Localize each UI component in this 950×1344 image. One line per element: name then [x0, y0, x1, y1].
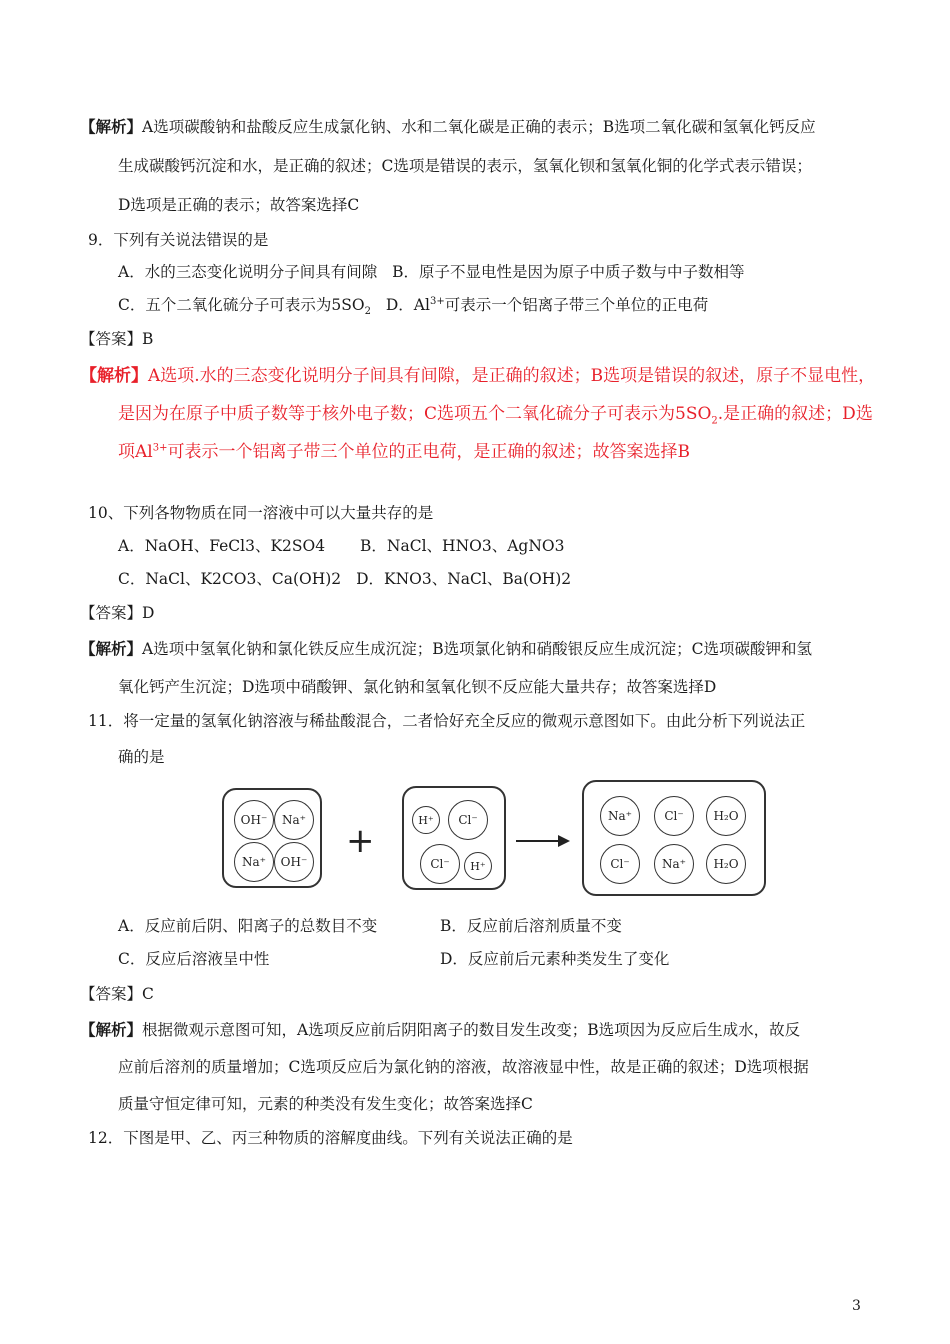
q8-analysis-line-1: 【解析】A选项碳酸钠和盐酸反应生成氯化钠、水和二氧化碳是正确的表示；B选项二氧化碳和氢氧化钙反应 [80, 117, 816, 136]
q8-analysis-line-3: D选项是正确的表示；故答案选择C [118, 196, 360, 214]
ion-na: Na⁺ [274, 800, 314, 840]
product-box [582, 780, 766, 896]
q9-analysis-line-2: 是因为在原子中质子数等于核外电子数；C选项五个二氧化硫分子可表示为$5SO_2$.是正确的叙述；D选 [118, 404, 873, 427]
plus-sign: + [346, 821, 375, 861]
reactant-box-hcl [402, 786, 506, 890]
ion-cl: Cl⁻ [448, 800, 488, 840]
q9-answer: 【答案】B [80, 330, 154, 348]
q9-option-b: B．原子不显电性是因为原子中质子数与中子数相等 [392, 263, 745, 281]
q10-options-ab [118, 535, 564, 557]
q11-answer: 【答案】C [80, 985, 154, 1003]
ion-oh: OH⁻ [234, 800, 274, 840]
molecule-water: H₂O [706, 844, 746, 884]
q9-options-ab [118, 261, 745, 283]
q10-options-cd [118, 568, 571, 590]
ion-oh: OH⁻ [274, 842, 314, 882]
q11-analysis-line-2: 应前后溶剂的质量增加；C选项反应后为氯化钠的溶液，故溶液显中性，故是正确的叙述；D选项根据 [118, 1058, 809, 1076]
q11-analysis-line-1: 【解析】根据微观示意图可知，A选项反应前后阴阳离子的数目发生改变；B选项因为反应后生成水，故反 [80, 1020, 801, 1039]
arrow-head [558, 835, 570, 847]
q10-analysis-line-1: 【解析】A选项中氢氧化钠和氯化铁反应生成沉淀；B选项氯化钠和硝酸银反应生成沉淀；C选项碳酸钾和氢 [80, 639, 812, 658]
q11-stem-line-2: 确的是 [118, 748, 165, 766]
reactant-box-naoh [222, 788, 322, 888]
q11-analysis-line-3: 质量守恒定律可知，元素的种类没有发生变化；故答案选择C [118, 1095, 533, 1113]
q11-option-c: C．反应后溶液呈中性 [118, 950, 270, 968]
q9-option-c: C．五个二氧化硫分子可表示为$5SO_2$ [118, 296, 371, 318]
q11-option-d: D．反应前后元素种类发生了变化 [440, 950, 670, 968]
ion-h: H⁺ [412, 806, 440, 834]
q9-options-cd [118, 294, 708, 316]
q11-option-b: B．反应前后溶剂质量不变 [440, 917, 622, 935]
q10-answer: 【答案】D [80, 604, 155, 622]
q11-stem-line-1: 11．将一定量的氢氧化钠溶液与稀盐酸混合，二者恰好充全反应的微观示意图如下。由此分析下列说法正 [88, 712, 806, 730]
q10-option-c: C．NaCl、K2CO3、Ca(OH)2 [118, 570, 342, 588]
q9-option-a: A．水的三态变化说明分子间具有间隙 [118, 263, 378, 281]
q11-option-a: A．反应前后阴、阳离子的总数目不变 [118, 917, 378, 935]
ion-cl: Cl⁻ [654, 796, 694, 836]
ion-cl: Cl⁻ [420, 844, 460, 884]
q8-analysis-line-2: 生成碳酸钙沉淀和水，是正确的叙述；C选项是错误的表示，氢氧化钡和氢氧化铜的化学式表示错误； [118, 157, 812, 175]
molecule-water: H₂O [706, 796, 746, 836]
page-number: 3 [852, 1298, 861, 1314]
q9-option-d: D．$Al^{3+}$可表示一个铝离子带三个单位的正电荷 [385, 295, 709, 314]
q10-option-d: D．KNO3、NaCl、Ba(OH)2 [356, 570, 572, 588]
q10-option-b: B．NaCl、HNO3、AgNO3 [360, 537, 565, 555]
q10-analysis-line-2: 氧化钙产生沉淀；D选项中硝酸钾、氯化钠和氢氧化钡不反应能大量共存；故答案选择D [118, 678, 717, 696]
q9-stem: 9．下列有关说法错误的是 [88, 231, 269, 249]
q9-analysis-line-3: 项$Al^{3+}$可表示一个铝离子带三个单位的正电荷，是正确的叙述；故答案选择B [118, 442, 690, 462]
ion-na: Na⁺ [654, 844, 694, 884]
reaction-micro-diagram [222, 780, 767, 898]
analysis-tag: 【解析】 [80, 117, 143, 136]
q10-stem: 10、下列各物物质在同一溶液中可以大量共存的是 [88, 504, 434, 522]
reaction-arrow [516, 840, 560, 842]
ion-cl: Cl⁻ [600, 844, 640, 884]
ion-h: H⁺ [464, 852, 492, 880]
q12-stem: 12．下图是甲、乙、丙三种物质的溶解度曲线。下列有关说法正确的是 [88, 1129, 573, 1147]
q9-analysis-line-1: 【解析】A选项.水的三态变化说明分子间具有间隙，是正确的叙述；B选项是错误的叙述，原子不显电性， [80, 366, 876, 386]
ion-na: Na⁺ [234, 842, 274, 882]
q10-option-a: A．NaOH、FeCl3、K2SO4 [118, 537, 326, 555]
ion-na: Na⁺ [600, 796, 640, 836]
